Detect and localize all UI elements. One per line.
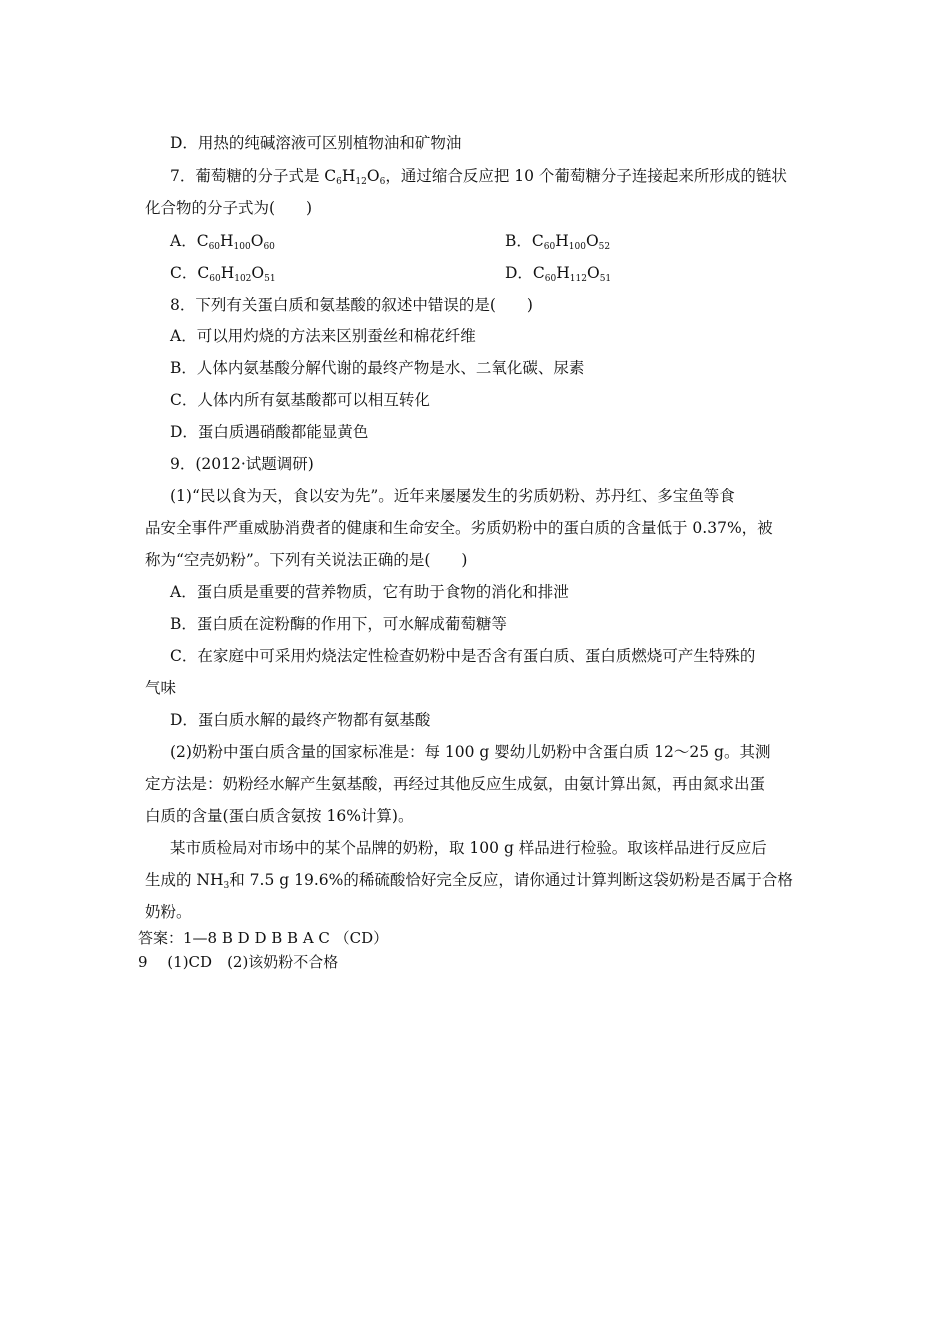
answer-line1: 答案：1—8 B D D B B A C （CD） <box>138 929 389 947</box>
q7-stem: 7．葡萄糖的分子式是 $C_6H_{12}O_6$，通过缩合反应把 10 个葡萄糖分子连接起来所形成的链状 <box>170 167 787 187</box>
q9-part1-line2: 品安全事件严重威胁消费者的健康和生命安全。劣质奶粉中的蛋白质的含量低于 0.37%，被 <box>145 519 773 537</box>
q7-option-a: A．$C_{60}H_{100}O_{60}$ <box>170 232 275 252</box>
q8-stem: 8．下列有关蛋白质和氨基酸的叙述中错误的是( ) <box>170 296 533 314</box>
q6-option-d: D．用热的纯碱溶液可区别植物油和矿物油 <box>170 134 462 152</box>
q9-part3-line2: 生成的 $NH_3$和 7.5 g 19.6%的稀硫酸恰好完全反应，请你通过计算判断这袋奶粉是否属于合格 <box>145 871 793 891</box>
q9-heading: 9．(2012·试题调研) <box>170 455 314 473</box>
q8-option-c: C．人体内所有氨基酸都可以相互转化 <box>170 391 430 409</box>
q7-option-c: C．$C_{60}H_{102}O_{51}$ <box>170 264 276 284</box>
q9-part3-line1: 某市质检局对市场中的某个品牌的奶粉，取 100 g 样品进行检验。取该样品进行反应后 <box>170 839 767 857</box>
answer-line2: 9 (1)CD (2)该奶粉不合格 <box>138 953 339 971</box>
q8-option-b: B．人体内氨基酸分解代谢的最终产物是水、二氧化碳、尿素 <box>170 359 585 377</box>
q9-part3-line3: 奶粉。 <box>145 903 192 921</box>
q9-part2-line2: 定方法是：奶粉经水解产生氨基酸，再经过其他反应生成氨，由氨计算出氮，再由氮求出蛋 <box>145 775 766 793</box>
q9-part1-line1: (1)“民以食为天，食以安为先”。近年来屡屡发生的劣质奶粉、苏丹红、多宝鱼等食 <box>170 487 735 505</box>
q8-option-a: A．可以用灼烧的方法来区别蚕丝和棉花纤维 <box>170 327 476 345</box>
q9-option-b: B．蛋白质在淀粉酶的作用下，可水解成葡萄糖等 <box>170 615 507 633</box>
q9-option-a: A．蛋白质是重要的营养物质，它有助于食物的消化和排泄 <box>170 583 569 601</box>
q9-part2-line1: (2)奶粉中蛋白质含量的国家标准是：每 100 g 婴幼儿奶粉中含蛋白质 12～25 g。其测 <box>170 743 771 761</box>
q9-option-c-line1: C．在家庭中可采用灼烧法定性检查奶粉中是否含有蛋白质、蛋白质燃烧可产生特殊的 <box>170 647 756 665</box>
q9-option-d: D．蛋白质水解的最终产物都有氨基酸 <box>170 711 431 729</box>
q8-option-d: D．蛋白质遇硝酸都能显黄色 <box>170 423 369 441</box>
q9-part1-line3: 称为“空壳奶粉”。下列有关说法正确的是( ) <box>145 551 468 569</box>
q9-option-c-line2: 气味 <box>145 679 177 697</box>
q9-part2-line3: 白质的含量(蛋白质含氨按 16%计算)。 <box>145 807 414 825</box>
q7-option-d: D．$C_{60}H_{112}O_{51}$ <box>505 264 612 284</box>
q7-option-b: B．$C_{60}H_{100}O_{52}$ <box>505 232 611 252</box>
q7-stem-line2: 化合物的分子式为( ) <box>145 199 313 217</box>
